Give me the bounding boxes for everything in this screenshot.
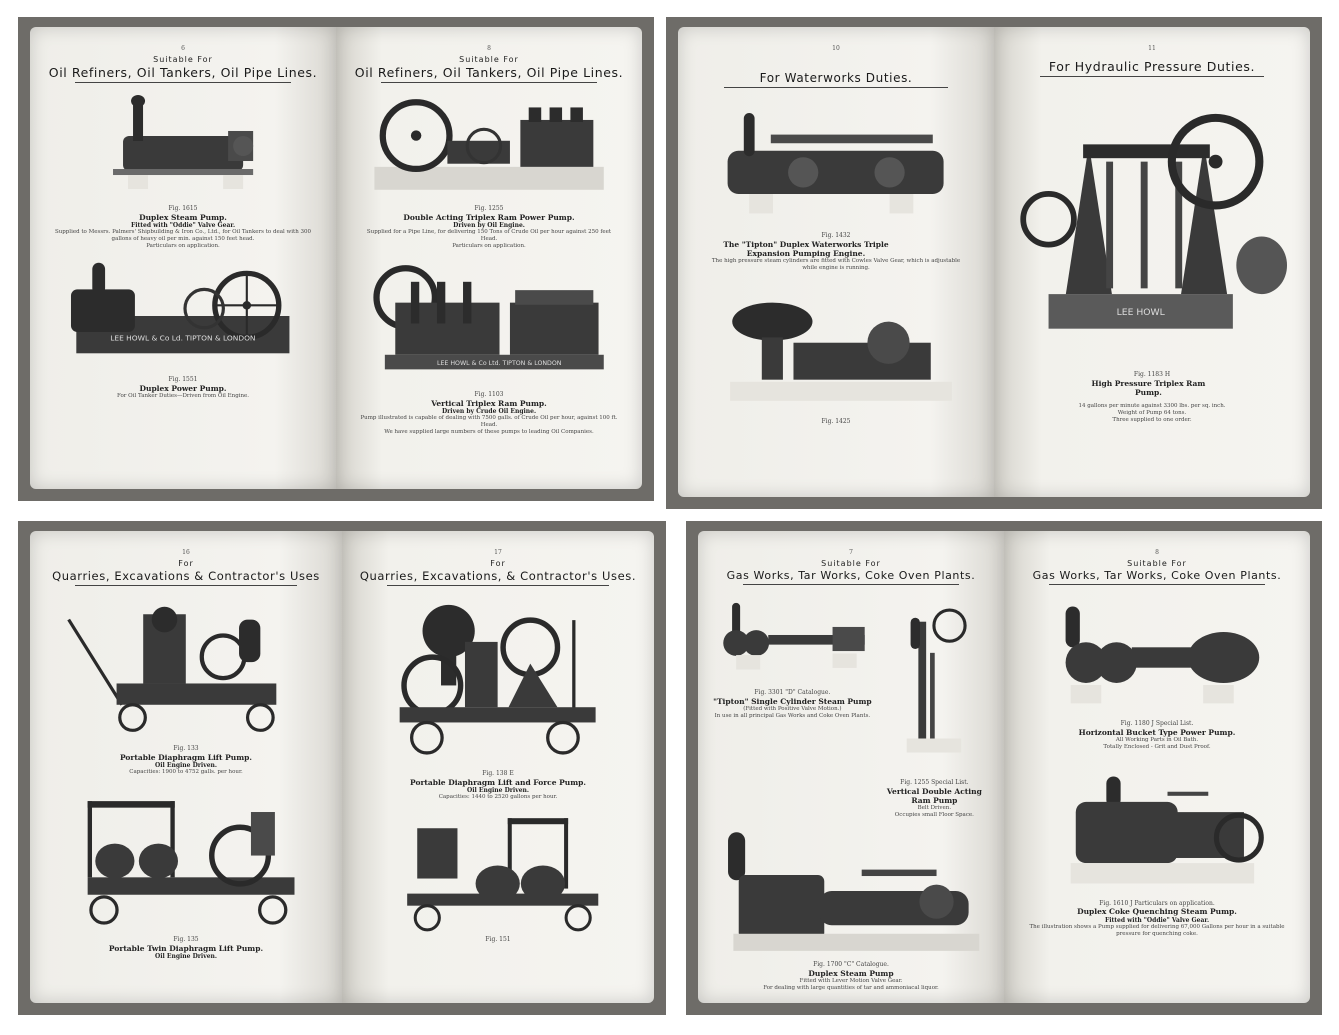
figure xyxy=(350,256,628,436)
figure-subtitle: Fitted with "Oddie" Valve Gear. xyxy=(130,221,236,229)
figure-number: Fig. 138 E xyxy=(482,770,514,777)
divider xyxy=(75,585,297,586)
figure-title: Portable Diaphragm Lift Pump. xyxy=(119,752,252,762)
figure-subtitle: (Fitted with Positive Valve Motion.) xyxy=(743,705,842,712)
coke-quenching-pump-illustration xyxy=(1035,765,1280,900)
divider xyxy=(387,585,609,586)
figure-number: Fig. 1180 J Special List. xyxy=(1120,720,1194,727)
figure-number: Fig. 3301 "D" Catalogue. xyxy=(754,689,831,696)
figure-title: The "Tipton" Duplex Waterworks Triple Expansion Pumping Engine. xyxy=(723,239,889,258)
vertical-triplex-ram-pump-illustration xyxy=(364,256,614,391)
suitable-for: Suitable For xyxy=(821,559,881,568)
page-left xyxy=(678,27,994,497)
figure-subtitle: Belt Driven. xyxy=(917,805,952,812)
vertical-ram-pump-illustration xyxy=(895,589,973,779)
figure-note: Weight of Pump 64 tons. xyxy=(1117,410,1187,417)
figure-subtitle: Oil Engine Driven. xyxy=(467,786,529,794)
figure-number: Fig. 1183 H xyxy=(1133,371,1171,378)
page-left xyxy=(30,531,342,1003)
figure-caption xyxy=(706,232,966,272)
divider xyxy=(1040,76,1265,77)
nameplate-text: LEE HOWL xyxy=(1116,306,1165,318)
figure-subtitle: Driven by Oil Engine. xyxy=(453,221,525,229)
figure-note: For Oil Tanker Duties—Driven from Oil Engine. xyxy=(116,392,250,399)
page-number: 6 xyxy=(181,45,185,52)
figure-number: Fig. 1551 xyxy=(168,376,198,383)
page-number: 7 xyxy=(849,549,853,556)
figure-caption xyxy=(359,391,619,436)
figure-caption xyxy=(763,961,939,992)
page-heading: For Hydraulic Pressure Duties. xyxy=(1048,59,1256,74)
figure-caption xyxy=(1078,371,1225,424)
page-heading: For Waterworks Duties. xyxy=(759,71,913,85)
figure-subtitle: Fitted with "Oddie" Valve Gear. xyxy=(1104,916,1210,924)
figure-caption xyxy=(821,418,850,426)
figure-caption xyxy=(109,936,263,960)
figure-note: Pump illustrated is capable of dealing with 7500 galls. of Crude Oil per hour, against 100 ft. Head. xyxy=(360,415,618,429)
suitable-for: Suitable For xyxy=(153,55,213,64)
figure-number: Fig. 1432 xyxy=(821,232,851,239)
figure xyxy=(692,278,980,426)
figure-note: Particulars on application. xyxy=(146,243,220,250)
figure-caption xyxy=(1079,720,1236,751)
figure-number: Fig. 1615 xyxy=(168,205,198,212)
figure-title: Portable Diaphragm Lift and Force Pump. xyxy=(410,777,586,787)
page-number: 10 xyxy=(832,45,840,52)
page-heading: Quarries, Excavations, & Contractor's Uses. xyxy=(359,569,637,583)
figure xyxy=(692,102,980,272)
suitable-for: Suitable For xyxy=(1127,559,1187,568)
figure xyxy=(712,589,873,819)
page-heading: Oil Refiners, Oil Tankers, Oil Pipe Lines. xyxy=(48,65,318,80)
nameplate-text: LEE HOWL & Co Ld. TIPTON & LONDON xyxy=(110,333,256,343)
figure-caption xyxy=(410,770,586,801)
figure-title: "Tipton" Single Cylinder Steam Pump xyxy=(713,696,872,706)
figure-caption xyxy=(879,779,990,819)
figure xyxy=(1018,595,1296,751)
horizontal-bucket-pump-illustration xyxy=(1035,595,1280,720)
portable-diaphragm-pump-illustration xyxy=(58,590,314,745)
figure-number: Fig. 1425 xyxy=(821,418,851,425)
page-right xyxy=(336,27,642,489)
figure-note: The illustration shows a Pump supplied for delivering 67,000 Gallons per hour in a suitable pressure for quenching coke. xyxy=(1029,924,1285,937)
figure-title: Duplex Coke Quenching Steam Pump. xyxy=(1077,907,1237,917)
figure-row xyxy=(712,589,990,819)
figure xyxy=(879,589,990,819)
photo-panel-bottom-left xyxy=(18,521,666,1015)
book-spread xyxy=(30,531,654,1003)
duplex-steam-pump-large-illustration xyxy=(712,821,990,961)
figure-note: The high pressure steam cylinders are fitted with Cowles Valve Gear, which is adjustable while engine is running. xyxy=(711,258,961,272)
horizontal-steam-pump-illustration xyxy=(709,278,962,418)
duplex-steam-pump-illustration xyxy=(83,87,283,205)
portable-pump-cart-illustration xyxy=(377,811,618,936)
figure-title: Vertical Triplex Ram Pump. xyxy=(431,398,547,408)
page-number: 16 xyxy=(182,549,190,556)
triplex-ram-power-pump-illustration xyxy=(364,87,614,205)
figure-title: Double Acting Triplex Ram Power Pump. xyxy=(403,212,575,222)
page-number: 8 xyxy=(1155,549,1159,556)
figure-caption xyxy=(359,205,619,250)
figure-title: Vertical Double Acting Ram Pump xyxy=(886,786,982,805)
figure xyxy=(44,87,322,250)
duplex-power-pump-illustration xyxy=(55,256,311,376)
book-spread xyxy=(698,531,1310,1003)
figure-number: Fig. 135 xyxy=(173,936,199,944)
figure-caption xyxy=(1027,900,1287,938)
photo-panel-bottom-right xyxy=(686,521,1322,1015)
figure xyxy=(44,590,328,776)
figure-note: Capacities: 1440 to 2520 gallons per hour. xyxy=(438,794,558,801)
divider xyxy=(381,82,598,83)
figure-number: Fig. 1103 xyxy=(474,391,504,398)
figure-note: Supplied to Messrs. Palmers' Shipbuilding & Iron Co., Ltd., for Oil Tankers to deal with 300 gallons of heavy oil per min. against 150 feet head. xyxy=(54,229,312,243)
book-spread xyxy=(678,27,1310,497)
figure-number: Fig. 1255 Special List. xyxy=(900,779,969,786)
page-number: 11 xyxy=(1148,45,1156,52)
page-right xyxy=(1004,531,1310,1003)
divider xyxy=(743,584,960,585)
page-right xyxy=(342,531,654,1003)
figure-title: Horizontal Bucket Type Power Pump. xyxy=(1078,727,1236,737)
page-heading: Quarries, Excavations & Contractor's Uses xyxy=(52,569,320,583)
single-cylinder-steam-pump-illustration xyxy=(712,589,873,689)
suitable-for: For xyxy=(178,559,194,568)
page-heading: Gas Works, Tar Works, Coke Oven Plants. xyxy=(1032,569,1282,582)
page-right xyxy=(994,27,1310,497)
hydraulic-triplex-ram-pump-illustration xyxy=(1014,95,1290,355)
photo-panel-top-left xyxy=(18,17,654,501)
figure-note: All Working Parts in Oil Bath. xyxy=(1115,736,1199,743)
figure-subtitle: Driven by Crude Oil Engine. xyxy=(441,407,537,415)
divider xyxy=(1049,584,1266,585)
figure xyxy=(356,811,640,944)
figure-caption xyxy=(485,936,510,944)
figure-note: Capacities: 1900 to 4752 galls. per hour. xyxy=(129,769,243,776)
figure-number: Fig. 133 xyxy=(173,745,199,752)
figure-title: Duplex Power Pump. xyxy=(139,383,227,393)
figure-caption xyxy=(53,205,313,250)
photo-panel-top-right xyxy=(666,17,1322,509)
figure-caption xyxy=(713,689,872,720)
figure xyxy=(712,821,990,992)
figure-title: Portable Twin Diaphragm Lift Pump. xyxy=(108,943,264,953)
figure-subtitle: Fitted with Lever Motion Valve Gear. xyxy=(799,977,903,984)
figure-number: Fig. 1700 "C" Catalogue. xyxy=(813,961,889,968)
figure-number: Fig. 1255 xyxy=(474,205,504,212)
figure-subtitle: Oil Engine Driven. xyxy=(155,953,217,961)
figure-note: Occupies small Floor Space. xyxy=(894,812,974,819)
figure-caption xyxy=(117,376,249,400)
figure-title: High Pressure Triplex Ram Pump. xyxy=(1091,378,1206,397)
figure-title: Duplex Steam Pump xyxy=(808,968,894,978)
figure xyxy=(44,256,322,400)
figure-note: For dealing with large quantities of tar and ammoniacal liquor. xyxy=(763,984,939,991)
nameplate-text: LEE HOWL & Co Ltd. TIPTON & LONDON xyxy=(436,360,562,368)
suitable-for: For xyxy=(490,559,506,568)
page-heading: Oil Refiners, Oil Tankers, Oil Pipe Lines. xyxy=(354,65,624,80)
book-spread xyxy=(30,27,642,489)
figure-title: Duplex Steam Pump. xyxy=(139,212,227,222)
portable-lift-force-pump-illustration xyxy=(367,590,628,770)
portable-twin-diaphragm-pump-illustration xyxy=(55,786,316,936)
figure-note: We have supplied large numbers of these pumps to leading Oil Companies. xyxy=(384,429,594,436)
figure xyxy=(1018,765,1296,938)
divider xyxy=(75,82,292,83)
page-left xyxy=(698,531,1004,1003)
page-number: 8 xyxy=(487,45,491,52)
figure-caption xyxy=(120,745,252,776)
page-left xyxy=(30,27,336,489)
waterworks-pumping-engine-illustration xyxy=(706,102,965,232)
divider xyxy=(724,87,949,88)
figure-note: Totally Enclosed - Grit and Dust Proof. xyxy=(1103,743,1211,750)
figure-note: In use in all principal Gas Works and Coke Oven Plants. xyxy=(714,712,871,719)
figure xyxy=(1008,95,1296,424)
figure-number: Fig. 1610 J Particulars on application. xyxy=(1099,899,1215,907)
page-heading: Gas Works, Tar Works, Coke Oven Plants. xyxy=(726,569,976,582)
figure xyxy=(44,786,328,960)
figure-note: 14 gallons per minute against 3300 lbs. per sq. inch. xyxy=(1078,403,1226,410)
figure-number: Fig. 151 xyxy=(485,936,511,944)
suitable-for: Suitable For xyxy=(459,55,519,64)
figure-note: Three supplied to one order. xyxy=(1112,417,1192,423)
figure-note: Supplied for a Pipe Line, for delivering 150 Tons of Crude Oil per hour against 250 feet Head. xyxy=(366,229,612,243)
figure xyxy=(350,87,628,250)
figure-note: Particulars on application. xyxy=(452,243,526,250)
figure-subtitle: Oil Engine Driven. xyxy=(155,761,217,769)
figure xyxy=(356,590,640,801)
page-number: 17 xyxy=(494,549,502,556)
